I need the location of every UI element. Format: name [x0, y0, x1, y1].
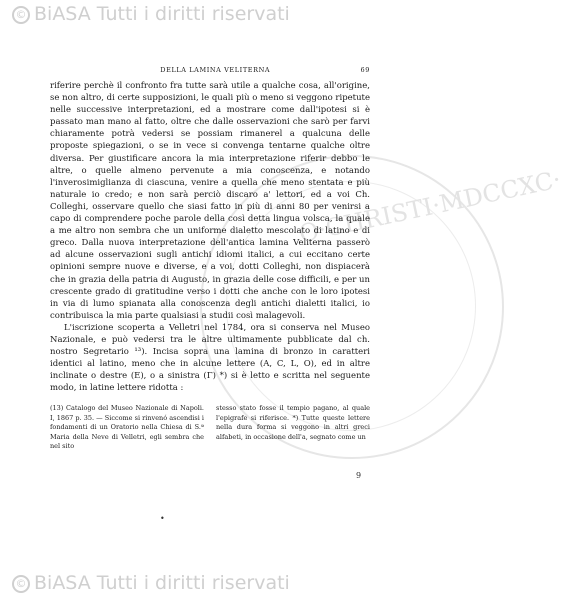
- running-header: [50, 66, 370, 74]
- document-page: [50, 66, 370, 451]
- page-number: 69: [360, 66, 370, 74]
- paragraph: L'iscrizione scoperta a Velletri nel 1784, ora si conserva nel Museo Nazionale, e può vedersi tra le altre ultimamente pubblicate dal ch. nostro Segretario ¹³). Incisa sopra una lamina di bronzo in caratteri identici al latino, meno che in alcune lettere (A, C, L, O), ed in altre inclinate o destre (E), o a sinistra (Γ) *) si è letto e scritta nel seguente modo, in latine lettere ridotta :: [50, 322, 370, 394]
- paragraph: riferire perchè il confronto fra tutte sarà utile a qualche cosa, all'origine, se non altro, di certe supposizioni, le quali più o meno si veggono ripetute nelle successive interpretazioni, ed a mostrare come dall'ipotesi si è passato man mano al fatto, oltre che dalle osservazioni che sarò per farvi chiaramente potrà vedersi se possiam rimanerel a qualcuna delle proposte spiegazioni, o se in vece si convenga tentarne qualche oltre diversa. Per giustificare ancora la mia interpretazione riferir debbo le altre, o quelle almeno pervenute a mia conoscenza, e notando l'inverosimiglianza di ciascuna, venire a quella che meno stentata e più naturale io credo; e non sarà perciò discaro a' lettori, ed a voi Ch. Colleghi, osservare quello che siasi fatto in più di anni 80 per venirsi a capo di comprendere poche parole della così detta lingua volsca, la quale a me altro non sembra che un uniforme dialetto mescolato di latino e di greco. Dalla nuova interpretazione dell'antica lamina Veliterna passerò ad alcune osservazioni sugli antichi idiomi italici, a cui eccitano certe opinioni sempre nuove e diverse, e a voi, dotti Colleghi, non dispiacerà che in grazia della patria di Augusto, in grazia delle cose difficili, e per un crescente grado di gratitudine verso i dotti che anche con le loro ipotesi in via di lumo spianata alla conoscenza degli antichi dialetti italici, io contribuisca la mia parte qualsiasi a studii così malagevoli.: [50, 81, 370, 321]
- footnote-left: (13) Catalogo del Museo Nazionale di Napoli. I, 1867 p. 35. — Siccome si rinvenó ascendisi i fondamenti di un Oratorio nella Chiesa di S.ª Maria della Neve di Velletri, egli sembra che nel sito: [50, 404, 204, 451]
- footnote-right: stesso stato fosse il tempio pagano, al quale l'epigrafe si riferisce. *) Tutte queste lettere nella dura forma si veggono in altri greci alfabeti, in occasione dell'a, segnato come un: [216, 404, 370, 441]
- footnote-mark: 9: [356, 471, 362, 480]
- ink-dot: •: [160, 514, 165, 523]
- footnotes: [50, 404, 370, 451]
- copyright-icon: ©: [12, 575, 30, 593]
- watermark-text: BiASA Tutti i diritti riservati: [34, 572, 290, 594]
- watermark-text: BiASA Tutti i diritti riservati: [34, 3, 290, 25]
- copyright-icon: ©: [12, 6, 30, 24]
- body-text: [50, 80, 370, 394]
- seal-text: O·CHRISTI·MDCCXC·: [296, 165, 564, 249]
- watermark-bottom: [12, 572, 290, 594]
- watermark-top: [12, 3, 290, 25]
- header-title: DELLA LAMINA VELITERNA: [160, 66, 271, 74]
